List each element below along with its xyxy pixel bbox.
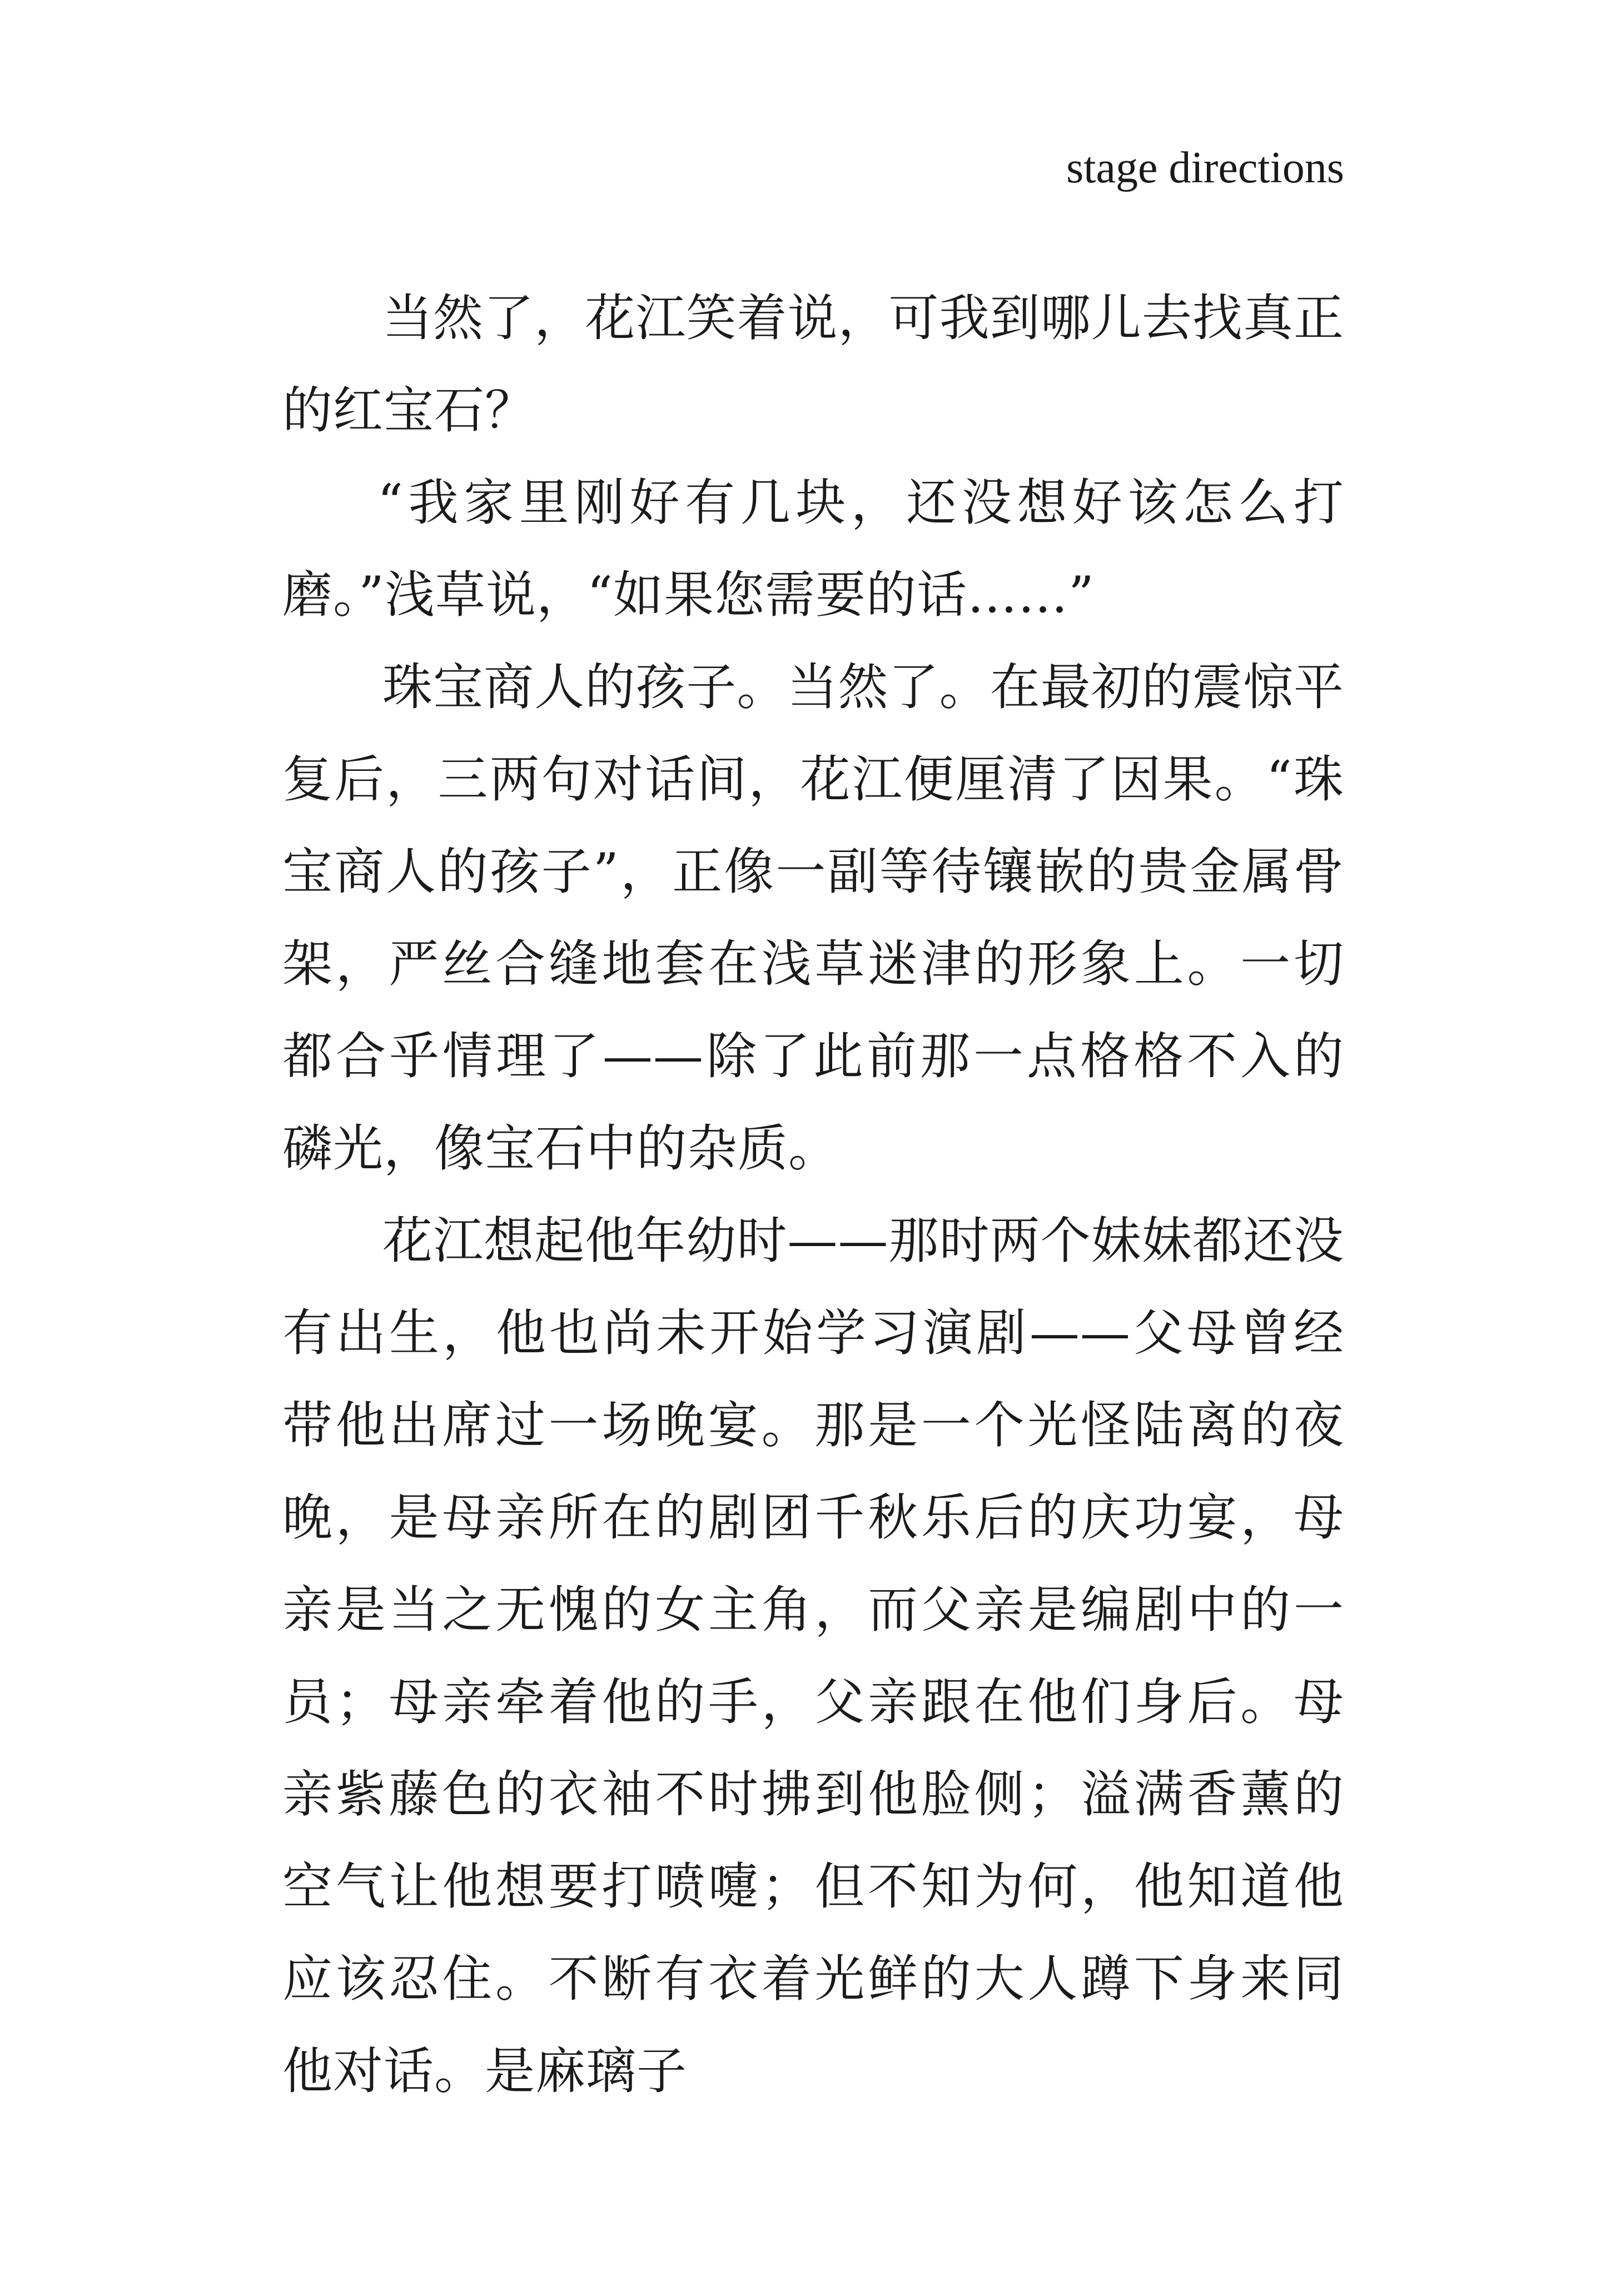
- paragraph: 当然了，花江笑着说，可我到哪儿去找真正的红宝石？: [282, 289, 1344, 440]
- paragraph: 花江想起他年幼时——那时两个妹妹都还没有出生，他也尚未开始学习演剧——父母曾经带他出席过一场晚宴。那是一个光怪陆离的夜晚，是母亲所在的剧团千秋乐后的庆功宴，母亲是当之无愧的女主角，而父亲是编剧中的一员；母亲牵着他的手，父亲跟在他们身后。母亲紫藤色的衣袖不时拂到他脸侧；溢满香薰的空气让他想要打喷嚏；但不知为何，他知道他应该忍住。不断有衣着光鲜的大人蹲下身来同他对话。是麻璃子: [282, 1212, 1344, 2100]
- running-header: stage directions: [1066, 143, 1344, 192]
- paragraph: “我家里刚好有几块，还没想好该怎么打磨。”浅草说，“如果您需要的话……”: [282, 474, 1344, 624]
- paragraph: 珠宝商人的孩子。当然了。在最初的震惊平复后，三两句对话间，花江便厘清了因果。“珠宝商人的孩子”，正像一副等待镶嵌的贵金属骨架，严丝合缝地套在浅草迷津的形象上。一切都合乎情理了——除了此前那一点格格不入的磷光，像宝石中的杂质。: [282, 658, 1344, 1178]
- body-text: [282, 272, 1344, 2118]
